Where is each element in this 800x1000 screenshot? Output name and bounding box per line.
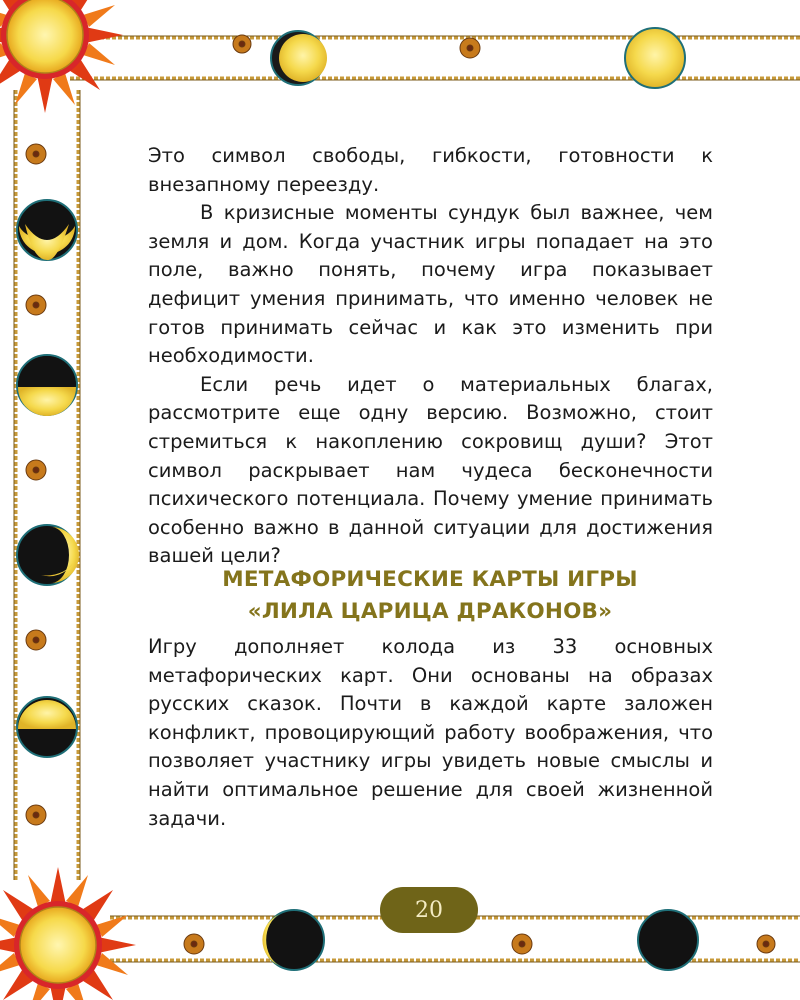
paragraph-3: Если речь идет о материальных благах, рассмотрите еще одну версию. Возможно, стоит стремиться к накоплению сокровищ души? Этот символ раскрывает нам чудеса бесконечности психического потенциала. Почему умение принимать особенно важно в данной ситуации для достижения вашей цели? bbox=[148, 372, 713, 568]
moon-bottom-2-icon bbox=[638, 910, 698, 970]
moon-top-1-icon bbox=[271, 31, 327, 85]
moon-left-1-icon bbox=[17, 200, 77, 260]
moon-top-2-icon bbox=[625, 28, 685, 88]
sun-bottom-left-icon bbox=[0, 867, 136, 1000]
heading-line-1: МЕТАФОРИЧЕСКИЕ КАРТЫ ИГРЫ bbox=[222, 567, 638, 592]
section-heading bbox=[130, 564, 730, 628]
moon-left-4-icon bbox=[17, 697, 77, 757]
paragraph-4: Игру дополняет колода из 33 основных метафорических карт. Они основаны на образах русских сказок. Почти в каждой карте заложен конфликт, провоцирующий работу воображения, что позволяет участнику игры увидеть новые смыслы и найти оптимальное решение для своей жизненной задачи. bbox=[148, 635, 713, 830]
moon-left-3-icon bbox=[17, 525, 79, 585]
moon-bottom-1-icon bbox=[262, 910, 324, 970]
moon-left-2-icon bbox=[17, 355, 77, 416]
body-text-top bbox=[148, 142, 713, 571]
top-rope-border bbox=[70, 36, 800, 80]
page-number: 20 bbox=[380, 887, 478, 933]
heading-line-2: «ЛИЛА ЦАРИЦА ДРАКОНОВ» bbox=[247, 599, 613, 624]
paragraph-1: Это символ свободы, гибкости, готовности к внезапному переезду. bbox=[148, 144, 713, 196]
sun-top-left-icon bbox=[0, 0, 123, 113]
body-text-bottom bbox=[148, 633, 713, 833]
paragraph-2: В кризисные моменты сундук был важнее, чем земля и дом. Когда участник игры попадает на это поле, важно понять, почему игра показывает дефицит умения принимать, что именно человек не готов принимать сейчас и как это изменить при необходимости. bbox=[148, 201, 713, 368]
